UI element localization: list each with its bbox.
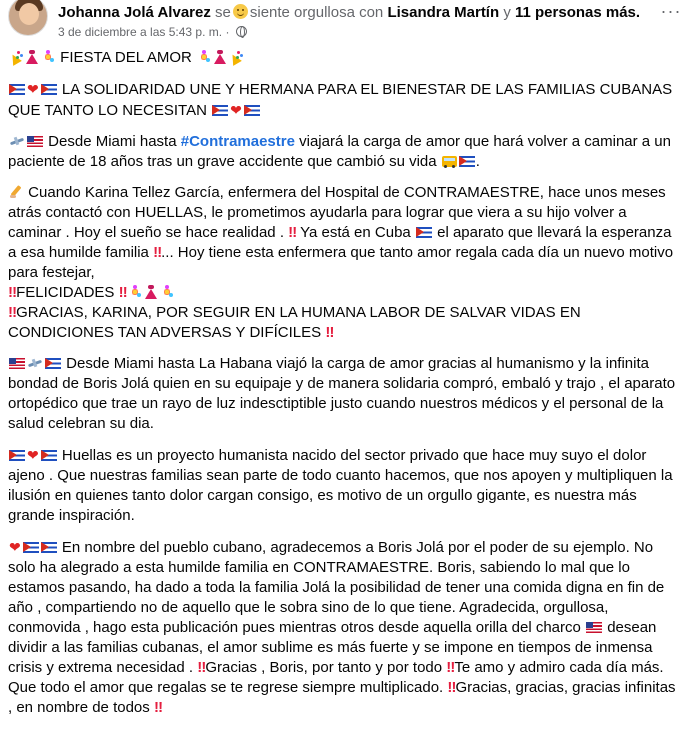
- cuba-flag-icon: [9, 450, 25, 461]
- double-exclamation-icon: ‼: [288, 224, 297, 241]
- period: .: [635, 4, 641, 21]
- cuba-flag-icon: [212, 105, 228, 116]
- cuba-flag-icon: [41, 450, 57, 461]
- airplane-icon: [27, 357, 43, 369]
- paragraph-7-text-b: desean dividir a las familias cubanas, el amor sublime es más fuerte y se impone en tiempos de inmensa crisis y extrema necesidad .: [8, 619, 657, 676]
- sparkles-icon: [128, 285, 142, 299]
- heart-icon: ❤: [9, 539, 21, 555]
- paragraph-2: [8, 79, 680, 121]
- paragraph-7-text-c: Gracias , Boris, por tanto y por todo: [205, 659, 443, 676]
- paragraph-6-text: Huellas es un proyecto humanista nacido del sector privado que hace muy suyo el dolor ajeno . Que nuestras familias sean parte de todo cuanto hacemos, que nos apoyen y multipliquen la ilusión en quienes tanto dolor cargan consigo, es motivo de un orgullo gigante, es nuestra más grande inspiración.: [8, 447, 673, 524]
- heart-icon: ❤: [27, 447, 39, 463]
- paragraph-4-text-d: ... Hoy tiene esta enfermera que tanto amor regala cada día un nuevo motivo para festejar,: [8, 244, 674, 281]
- usa-flag-icon: [586, 622, 602, 633]
- dancer-icon: [25, 50, 39, 64]
- dancer-icon: [144, 285, 158, 299]
- heart-icon: ❤: [230, 102, 242, 118]
- paragraph-4-text-b: Ya está en Cuba: [300, 224, 411, 241]
- tagged-person-link[interactable]: Lisandra Martín: [387, 4, 500, 21]
- paragraph-7-text-a: En nombre del pueblo cubano, agradecemos a Boris Jolá por el poder de su ejemplo. No solo ha alegrado a esta humilde familia en CONTRAMAESTRE. Boris, sabiendo lo mal que lo estamos pasando, ha dado a toda la familia Jolá la posibilidad de tener una comida digna en fin de año , compartiendo no de aquello que le sobra sino de lo que tiene. Agradecida, orgullosa, conmovida , hago esta publicación pues mientras otros desde aquella orilla del charco: [8, 539, 665, 636]
- paragraph-4-text-e: FELICIDADES: [16, 284, 115, 301]
- paragraph-2-text: LA SOLIDARIDAD UNE Y HERMANA PARA EL BIENESTAR DE LAS FAMILIAS CUBANAS QUE TANTO LO NECESITAN: [8, 81, 673, 119]
- cuba-flag-icon: [23, 542, 39, 553]
- writing-hand-icon: [9, 185, 23, 199]
- paragraph-5-text: Desde Miami hasta La Habana viajó la carga de amor gracias al humanismo y la infinita bondad de Boris Jolá quien en su equipaje y de manera solidaria compró, embaló y trajo , el aparato ortopédico que trae un rayo de luz indesctiptible justo cuando nuestros médicos y el personal de la salud celebran su dia.: [8, 355, 676, 432]
- usa-flag-icon: [9, 358, 25, 369]
- post-timestamp[interactable]: 3 de diciembre a las 5:43 p. m.: [58, 25, 223, 39]
- post-header: [8, 0, 682, 42]
- paragraph-3-text-a: Desde Miami hasta: [48, 133, 177, 150]
- dancer-icon: [213, 50, 227, 64]
- globe-icon[interactable]: [236, 26, 247, 37]
- double-exclamation-icon: ‼: [153, 699, 162, 716]
- tagged-others-link[interactable]: 11 personas más: [514, 4, 636, 21]
- paragraph-4: [8, 183, 680, 343]
- bus-icon: [442, 156, 457, 167]
- paragraph-4-text-a: Cuando Karina Tellez García, enfermera del Hospital de CONTRAMAESTRE, hace unos meses atrás contactó con HUELLAS, le prometimos ayudarla para lograr que viera a su hijo volver a caminar . Hoy el sueño se hace realidad .: [8, 184, 666, 241]
- sparkles-icon: [197, 50, 211, 64]
- cuba-flag-icon: [416, 227, 432, 238]
- paragraph-1-text: FIESTA DEL AMOR: [60, 49, 192, 66]
- paragraph-1: [8, 48, 680, 68]
- tagged-connector: y: [503, 4, 511, 21]
- smile-emoji-icon: [233, 4, 248, 19]
- heart-icon: ❤: [27, 81, 39, 97]
- party-popper-icon: [9, 50, 23, 64]
- cuba-flag-icon: [244, 105, 260, 116]
- sparkles-icon: [160, 285, 174, 299]
- hashtag-contramaestre-link[interactable]: #Contramaestre: [180, 133, 295, 150]
- double-exclamation-icon: ‼: [446, 659, 455, 676]
- paragraph-5: [8, 354, 680, 434]
- more-options-button[interactable]: ···: [660, 1, 682, 21]
- post-body: [8, 48, 680, 729]
- cuba-flag-icon: [459, 156, 475, 167]
- meta-separator: ·: [225, 25, 230, 39]
- paragraph-4-text-f: GRACIAS, KARINA, POR SEGUIR EN LA HUMANA LABOR DE SALVAR VIDAS EN CONDICIONES TAN ADVERSAS Y DIFÍCILES: [8, 304, 581, 341]
- author-line: [58, 3, 640, 23]
- paragraph-3: Desde Miami hasta #Contramaestre viajará la carga de amor que hará volver a caminar a un paciente de 18 años tras un grave accidente que cambió su vida .: [8, 133, 671, 170]
- cuba-flag-icon: [45, 358, 61, 369]
- avatar-face: [19, 3, 39, 25]
- double-exclamation-icon: ‼: [153, 244, 162, 261]
- party-popper-icon: [229, 50, 243, 64]
- cuba-flag-icon: [41, 542, 57, 553]
- double-exclamation-icon: ‼: [118, 284, 127, 301]
- cuba-flag-icon: [41, 84, 57, 95]
- double-exclamation-icon: ‼: [325, 324, 334, 341]
- double-exclamation-icon: ‼: [447, 679, 456, 696]
- paragraph-4-text-c: el aparato que llevará la esperanza a esa humilde familia: [8, 224, 672, 261]
- paragraph-7: [8, 537, 680, 718]
- post-meta: [58, 24, 247, 40]
- double-exclamation-icon: ‼: [8, 284, 17, 301]
- double-exclamation-icon: ‼: [197, 659, 206, 676]
- author-avatar[interactable]: [8, 0, 48, 36]
- airplane-icon: [9, 135, 25, 147]
- paragraph-7-text-e: Gracias, gracias, gracias infinitas , en nombre de todos: [8, 679, 676, 716]
- usa-flag-icon: [27, 136, 43, 147]
- paragraph-3-text-b: viajará la carga de amor que hará volver a caminar a un paciente de 18 años tras un grave accidente que cambió su vida: [8, 133, 671, 170]
- author-name[interactable]: Johanna Jolá Alvarez: [58, 4, 211, 21]
- cuba-flag-icon: [9, 84, 25, 95]
- paragraph-7-text-d: Te amo y admiro cada día más. Que todo el amor que regalas se te regrese siempre multiplicado.: [8, 659, 664, 696]
- feeling-prefix: se: [215, 4, 231, 21]
- feeling-text: siente orgullosa con: [249, 4, 384, 21]
- sparkles-icon: [41, 50, 55, 64]
- paragraph-6: [8, 445, 680, 526]
- double-exclamation-icon: ‼: [8, 304, 17, 321]
